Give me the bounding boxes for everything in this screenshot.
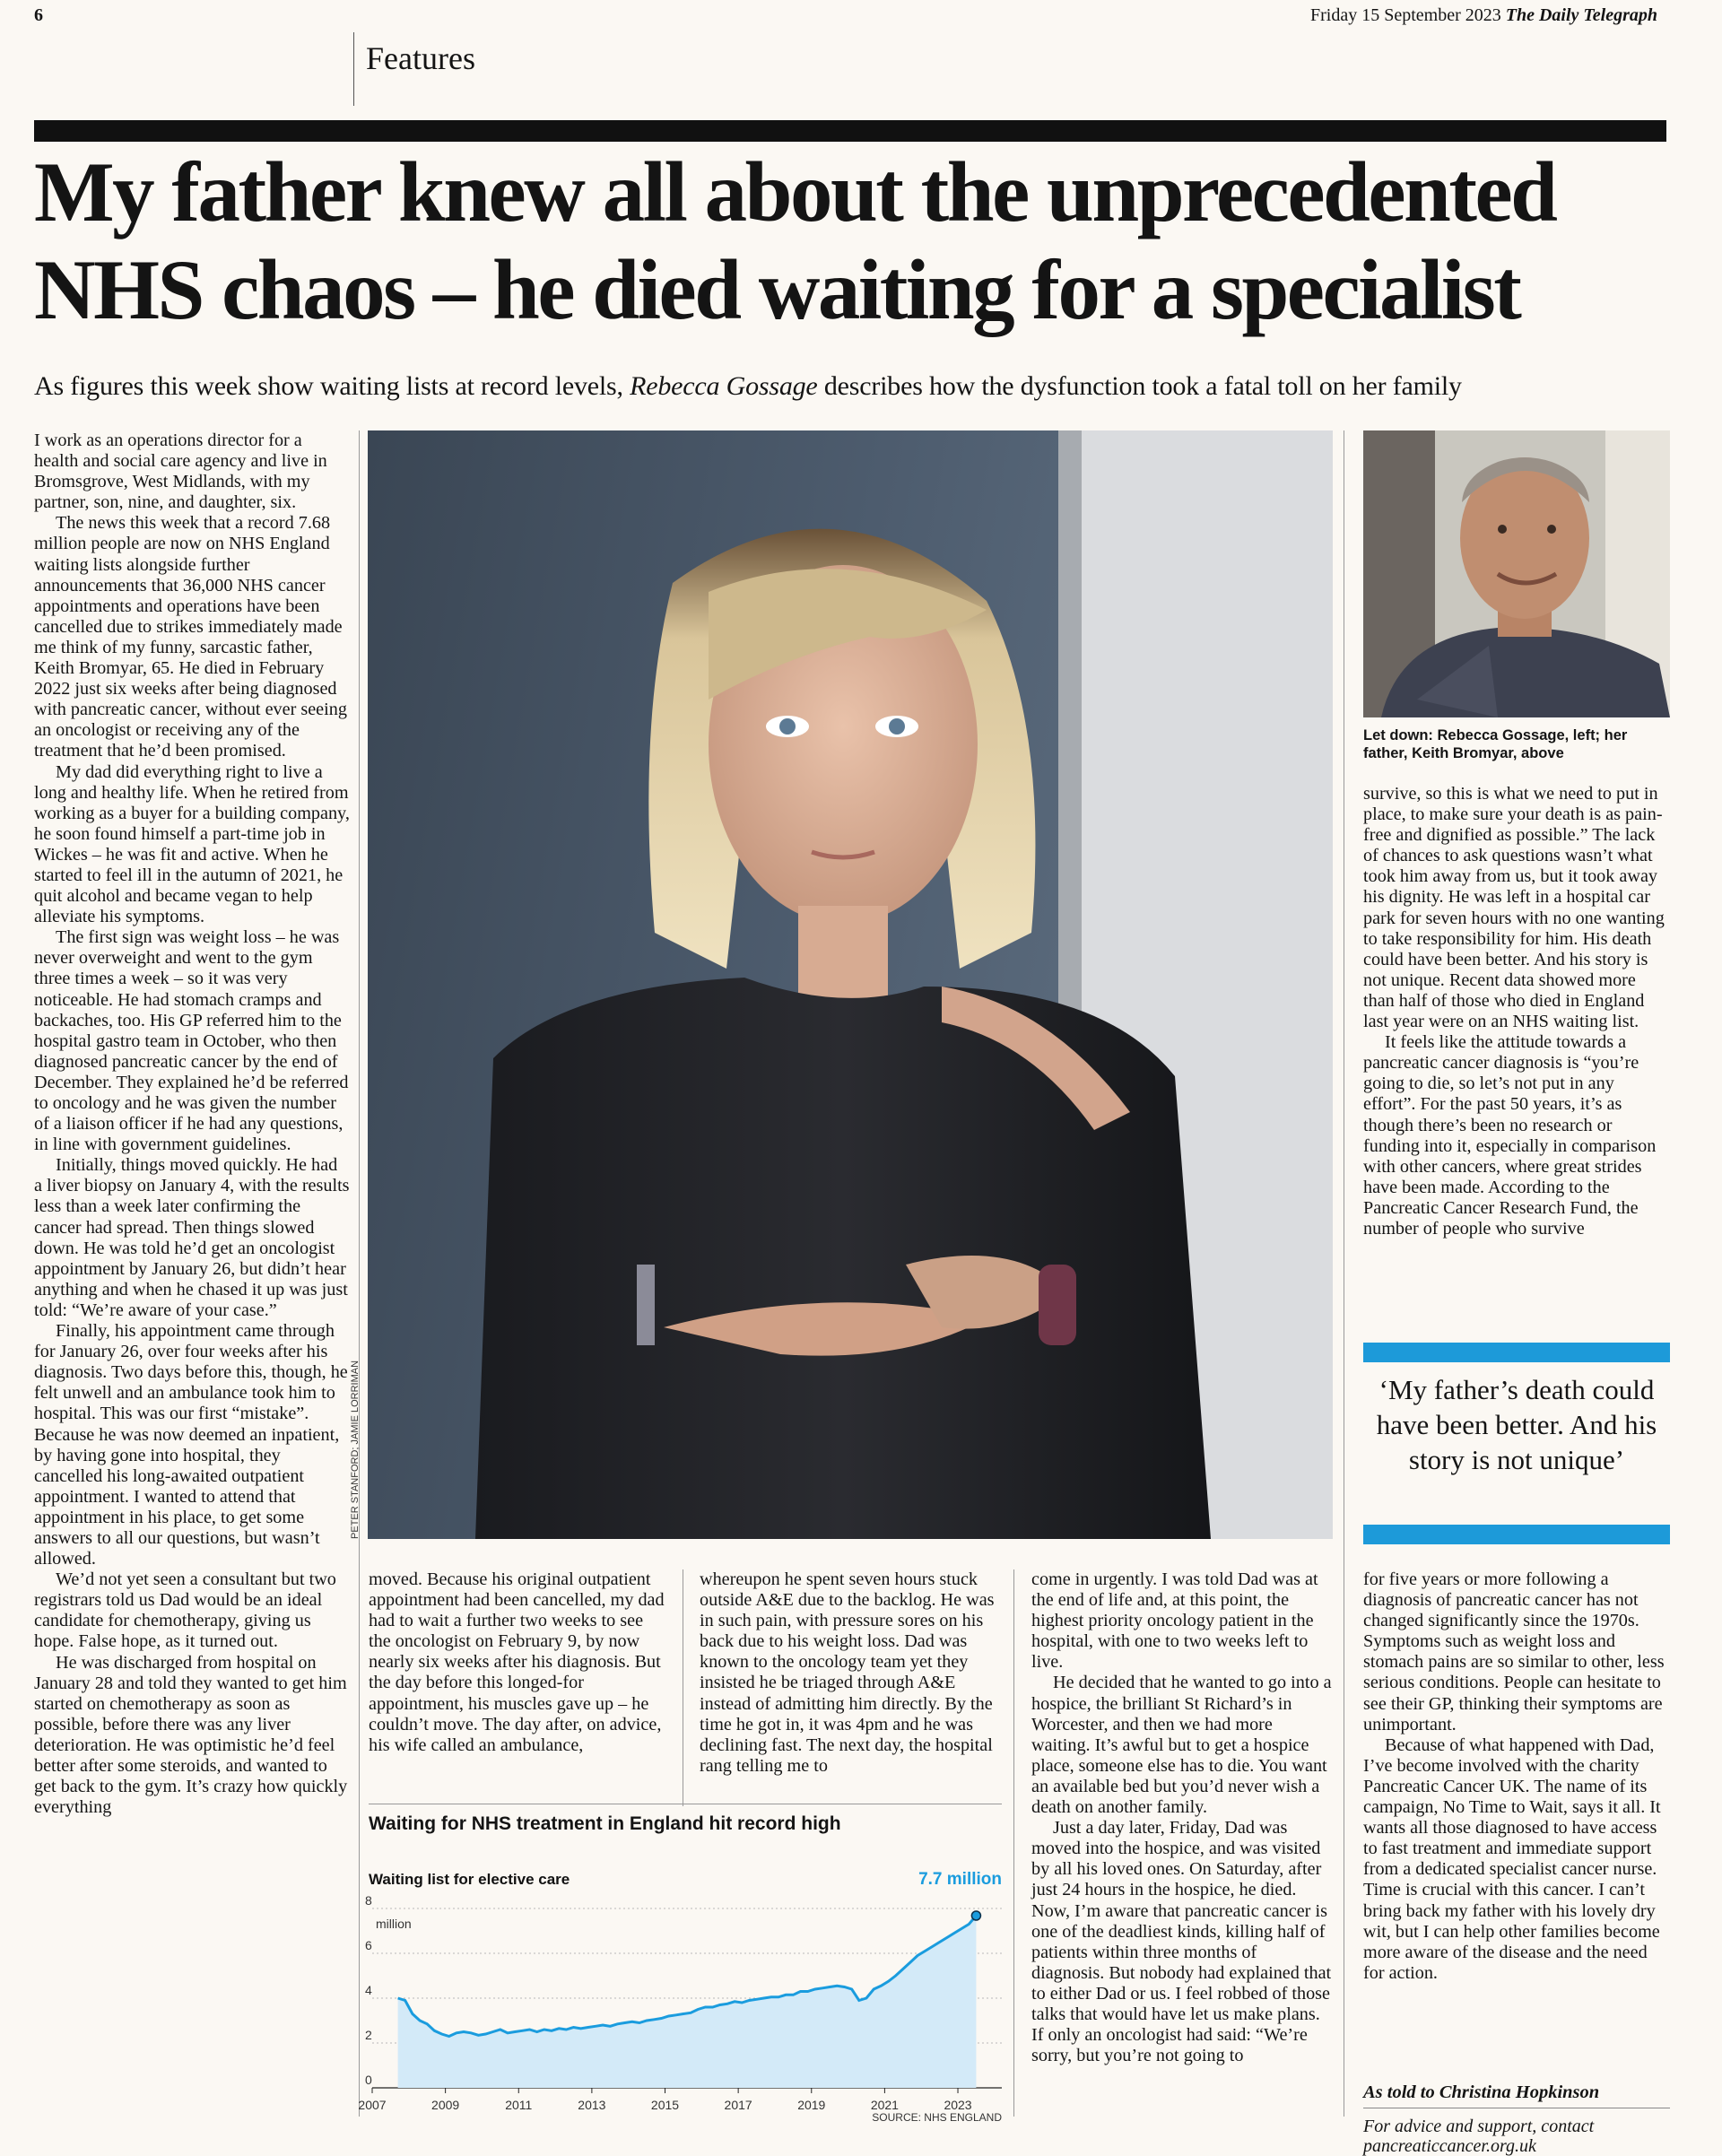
y-axis-unit: million: [376, 1917, 412, 1931]
pull-quote-top-rule: [1363, 1343, 1670, 1362]
paper-name: The Daily Telegraph: [1505, 5, 1657, 25]
body-column-3: [700, 1569, 996, 1777]
chart-area: [398, 1916, 977, 2088]
y-tick-label: 8: [365, 1893, 372, 1908]
x-tick-label: 2015: [650, 2098, 680, 2112]
paragraph: Just a day later, Friday, Dad was moved into the hospice, and was visited by all his loved ones. On Saturday, after just 24 hours in the hospice, he died. Now, I’m aware that pancreatic cancer is one of the deadliest kinds, killing half of patients within three months of diagnosis. But nobody had explained that to either Dad or us. I feel robbed of those talks that would have let us make plans. If only an oncologist had said: “We’re sorry, but you’re not going to: [1031, 1818, 1332, 2066]
dateline: [1310, 5, 1657, 26]
portrait-illustration: [368, 430, 1333, 1539]
father-portrait-illustration: [1363, 430, 1670, 717]
x-axis: [358, 2088, 971, 2112]
body-column-5-bottom: [1363, 1569, 1670, 1984]
paragraph: moved. Because his original outpatient appointment had been cancelled, my dad had to wait a further two weeks to see the oncologist on February 9, by now nearly six weeks after his diagnosis. But the day before this longed-for appointment, his muscles gave up – he couldn’t move. The day after, on advice, his wife called an ambulance,: [369, 1569, 665, 1755]
paragraph: The first sign was weight loss – he was never overweight and went to the gym three times a week – so it was very noticeable. He had stomach cramps and backaches, too. His GP referred him to the hospital gastro team in October, who then diagnosed pancreatic cancer by the end of December. They explained he’d be referred to oncology and he was given the number of a liaison officer if he had any questions, in line with government guidelines.: [34, 927, 349, 1155]
chart-source: SOURCE: NHS ENGLAND: [872, 2111, 1002, 2124]
paragraph: I work as an operations director for a health and social care agency and live in Bromsgrove, West Midlands, with my partner, son, nine, and daughter, six.: [34, 430, 327, 513]
column-rule: [1013, 1569, 1014, 2117]
column-rule: [359, 430, 360, 2117]
chart-title: Waiting for NHS treatment in England hit record high: [369, 1813, 841, 1834]
y-tick-label: 2: [365, 2028, 372, 2042]
paragraph: survive, so this is what we need to put in place, to make sure your death is as pain-free and dignified as possible.” The lack of chances to ask questions wasn’t what took him away from us, but it took away his dignity. He was left in a hospital car park for seven hours with no one wanting to take responsibility for him. His death could have been better. And his story is not unique. Recent data showed more than half of those who died in England last year were on an NHS waiting list.: [1363, 784, 1665, 1032]
photo-caption: Let down: Rebecca Gossage, left; her father, Keith Bromyar, above: [1363, 727, 1628, 761]
pull-quote-bottom-rule: [1363, 1525, 1670, 1544]
paragraph: We’d not yet seen a consultant but two registrars told us Dad would be an ideal candidate for chemotherapy, giving us hope. False hope, as it turned out.: [34, 1569, 336, 1652]
paragraph: He decided that he wanted to go into a hospice, the brilliant St Richard’s in Worcester, and then we had more waiting. It’s awful but to get a hospice place, someone else has to die. You want an available bed but you’d never wish a death on another family.: [1031, 1673, 1332, 1818]
paragraph: The news this week that a record 7.68 million people are now on NHS England waiting lists alongside further announcements that 36,000 NHS cancer appointments and operations have been cancelled due to strikes immediately made me think of my funny, sarcastic father, Keith Bromyar, 65. He died in February 2022 just six weeks after being diagnosed with pancreatic cancer, without ever seeing an oncologist or receiving any of the treatment that he’d been promised.: [34, 513, 347, 761]
chart-annotation: 7.7 million: [918, 1870, 1002, 1889]
standfirst-tail: describes how the dysfunction took a fatal toll on her family: [823, 371, 1462, 401]
y-tick-label: 6: [365, 1938, 372, 1952]
x-tick-label: 2017: [724, 2098, 752, 2112]
x-tick-label: 2007: [358, 2098, 387, 2112]
waiting-list-chart: [358, 1864, 1009, 2124]
main-photo: [368, 430, 1333, 1539]
y-tick-label: 4: [365, 1983, 372, 1997]
pull-quote: ‘My father’s death could have been better. And his story is not unique’: [1376, 1374, 1657, 1475]
x-tick-label: 2009: [431, 2098, 460, 2112]
body-column-5-top: [1363, 784, 1670, 1239]
issue-date: Friday 15 September 2023: [1310, 5, 1501, 25]
x-tick-label: 2013: [578, 2098, 606, 2112]
paragraph: He was discharged from hospital on January 28 and told they wanted to get him started on chemotherapy as soon as possible, before there was any liver deterioration. He was optimistic he’d feel better after some steroids, and wanted to get back to the gym. It’s crazy how quickly everything: [34, 1652, 348, 1818]
standfirst-lead: As figures this week show waiting lists at record levels,: [34, 371, 623, 401]
paragraph: whereupon he spent seven hours stuck outside A&E due to the backlog. He was in such pain, with pressure sores on his back due to his weight loss. Dad was known to the oncology team yet they insisted he be triaged through A&E instead of admitting him directly. By the time he got in, it was 4pm and he was declining fast. The next day, the hospital rang telling me to: [700, 1569, 995, 1776]
photo-credit: PETER STANFORD; JAMIE LORRIMAN: [350, 1360, 361, 1539]
body-column-2: [369, 1569, 665, 1756]
standfirst: [34, 371, 1702, 402]
x-tick-label: 2023: [944, 2098, 972, 2112]
page-number: 6: [34, 5, 43, 25]
inset-photo: [1363, 430, 1670, 717]
body-column-4: [1031, 1569, 1333, 2066]
x-tick-label: 2021: [870, 2098, 899, 2112]
headline: My father knew all about the unprecedented NHS chaos – he died waiting for a specialist: [34, 144, 1556, 337]
paragraph: come in urgently. I was told Dad was at the end of life and, at this point, the highest priority oncology patient in the hospital, with one to two weeks left to live.: [1031, 1569, 1318, 1673]
paragraph: My dad did everything right to live a long and healthy life. When he retired from working as a buyer for a building company, he soon found himself a part-time job in Wickes – he was fit and active. When he started to feel ill in the autumn of 2021, he quit alcohol and became vegan to help alleviate his symptoms.: [34, 761, 350, 927]
signoff: As told to Christina Hopkinson: [1363, 2082, 1600, 2102]
paragraph: Initially, things moved quickly. He had a liver biopsy on January 4, with the results less than a week later confirming the cancer had spread. Then things slowed down. He was told he’d get an oncologist appointment by January 26, but didn’t hear anything and when he chased it up was just told: “We’re aware of your case.”: [34, 1155, 350, 1320]
section-label: Features: [366, 40, 475, 76]
standfirst-author: Rebecca Gossage: [630, 371, 818, 401]
chart-subtitle: Waiting list for elective care: [369, 1871, 570, 1888]
paragraph: for five years or more following a diagnosis of pancreatic cancer has not changed significantly since the 1970s. Symptoms such as weight loss and stomach pains are so similar to other, less serious conditions. People can hesitate to see their GP, thinking their symptoms are unimportant.: [1363, 1569, 1665, 1734]
paragraph: Finally, his appointment came through for January 26, over four weeks after his diagnosis. Two days before this, though, he felt unwell and an ambulance took him to hospital. This was our first “mistake”. Because he was now deemed an inpatient, by having gone into hospital, they cancelled his long-awaited outpatient appointment. I wanted to attend that appointment in his place, to get some answers to all our questions, but wasn’t allowed.: [34, 1321, 348, 1569]
y-axis: [365, 1893, 372, 2087]
chart-endpoint: [971, 1911, 980, 1920]
body-column-1: [34, 430, 350, 1818]
x-tick-label: 2011: [505, 2098, 533, 2112]
footer-note: For advice and support, contact pancreaticcancer.org.uk: [1363, 2117, 1595, 2156]
x-tick-label: 2019: [797, 2098, 826, 2112]
section-divider: [353, 32, 354, 106]
paragraph: It feels like the attitude towards a pancreatic cancer diagnosis is “you’re going to die, so let’s not put in any effort”. For the past 50 years, it’s as though there’s been no research or funding into it, especially in comparison with other cancers, where great strides have been made. According to the Pancreatic Cancer Research Fund, the number of people who survive: [1363, 1032, 1657, 1239]
paragraph: Because of what happened with Dad, I’ve become involved with the charity Pancreatic Cancer UK. The name of its campaign, No Time to Wait, says it all. It wants all those diagnosed to have access to fast treatment and immediate support from a dedicated specialist cancer nurse. Time is crucial with this cancer. I can’t bring back my father with his lovely dry wit, but I can help other families become more aware of the disease and the need for action.: [1363, 1734, 1661, 1983]
y-tick-label: 0: [365, 2073, 372, 2087]
headline-bar: [34, 120, 1666, 142]
